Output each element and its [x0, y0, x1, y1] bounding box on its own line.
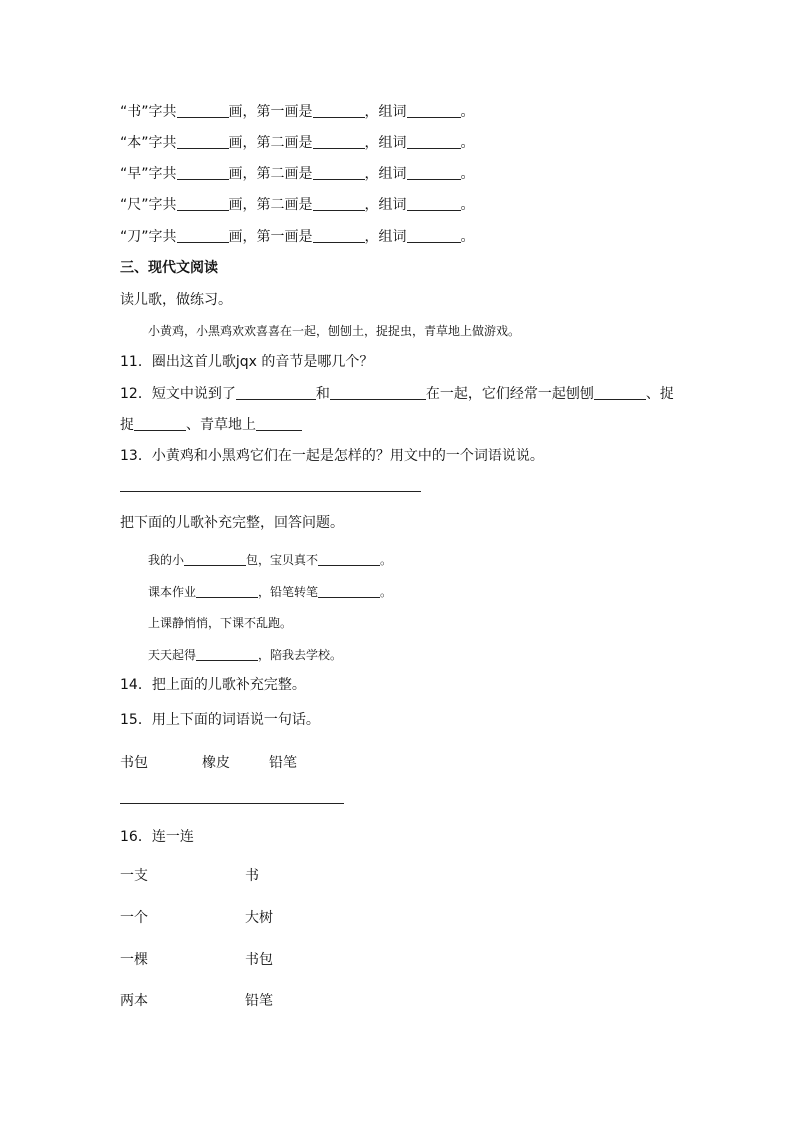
blank[interactable]	[256, 416, 302, 431]
blank[interactable]	[313, 165, 365, 180]
word-item: 铅笔	[269, 755, 297, 771]
blank[interactable]	[177, 103, 229, 118]
blank[interactable]	[177, 165, 229, 180]
stroke-line-3: “早”字共 画，第二画是 ，组词 。	[120, 166, 475, 182]
match-right-item[interactable]: 大树	[245, 910, 273, 926]
question-12: 12．短文中说到了 和 在一起，它们经常一起刨刨 、捉	[120, 386, 674, 402]
blank[interactable]	[177, 134, 229, 149]
blank[interactable]	[313, 134, 365, 149]
song-line-4: 天天起得 ，陪我去学校。	[148, 648, 343, 662]
blank[interactable]	[177, 196, 229, 211]
match-right-item[interactable]: 书	[245, 868, 259, 884]
blank[interactable]	[407, 134, 461, 149]
fill-intro: 把下面的儿歌补充完整，回答问题。	[120, 515, 344, 531]
section-heading: 三、现代文阅读	[120, 260, 218, 276]
stroke-line-4: “尺”字共 画，第二画是 ，组词 。	[120, 197, 475, 213]
match-left-item[interactable]: 两本	[120, 993, 148, 1009]
match-right-item[interactable]: 书包	[245, 952, 273, 968]
blank[interactable]	[184, 551, 246, 566]
blank[interactable]	[177, 228, 229, 243]
blank[interactable]	[594, 385, 646, 400]
blank[interactable]	[318, 583, 380, 598]
blank[interactable]	[407, 103, 461, 118]
poem-text: 小黄鸡，小黑鸡欢欢喜喜在一起，刨刨土，捉捉虫，青草地上做游戏。	[148, 324, 521, 338]
blank[interactable]	[196, 646, 258, 661]
question-16: 16．连一连	[120, 829, 194, 845]
song-line-1: 我的小 包，宝贝真不 。	[148, 553, 393, 567]
song-line-2: 课本作业 ，铅笔转笔 。	[148, 585, 393, 599]
word-item: 橡皮	[202, 755, 230, 771]
song-line-3: 上课静悄悄，下课不乱跑。	[148, 616, 293, 630]
blank[interactable]	[330, 385, 426, 400]
stroke-line-2: “本”字共 画，第二画是 ，组词 。	[120, 135, 475, 151]
stroke-line-5: “刀”字共 画，第一画是 ，组词 。	[120, 229, 475, 245]
question-14: 14．把上面的儿歌补充完整。	[120, 677, 306, 693]
match-left-item[interactable]: 一支	[120, 868, 148, 884]
question-12-cont: 捉 、青草地上	[120, 415, 302, 435]
answer-line[interactable]	[120, 491, 421, 492]
question-13: 13．小黄鸡和小黑鸡它们在一起是怎样的？用文中的一个词语说说。	[120, 448, 544, 464]
blank[interactable]	[313, 103, 365, 118]
question-15: 15．用上下面的词语说一句话。	[120, 712, 320, 728]
match-right-item[interactable]: 铅笔	[245, 993, 273, 1009]
blank[interactable]	[236, 385, 316, 400]
match-left-item[interactable]: 一个	[120, 910, 148, 926]
section-intro: 读儿歌，做练习。	[120, 292, 232, 308]
blank[interactable]	[407, 196, 461, 211]
blank[interactable]	[313, 196, 365, 211]
blank[interactable]	[407, 165, 461, 180]
stroke-line-1: “书”字共 画，第一画是 ，组词 。	[120, 104, 475, 120]
blank[interactable]	[196, 583, 258, 598]
match-left-item[interactable]: 一棵	[120, 952, 148, 968]
blank[interactable]	[313, 228, 365, 243]
word-item: 书包	[120, 755, 148, 771]
blank[interactable]	[134, 416, 186, 431]
blank[interactable]	[318, 551, 380, 566]
question-11: 11．圈出这首儿歌jqx 的音节是哪几个？	[120, 354, 374, 370]
blank[interactable]	[407, 228, 461, 243]
answer-line[interactable]	[120, 803, 344, 804]
